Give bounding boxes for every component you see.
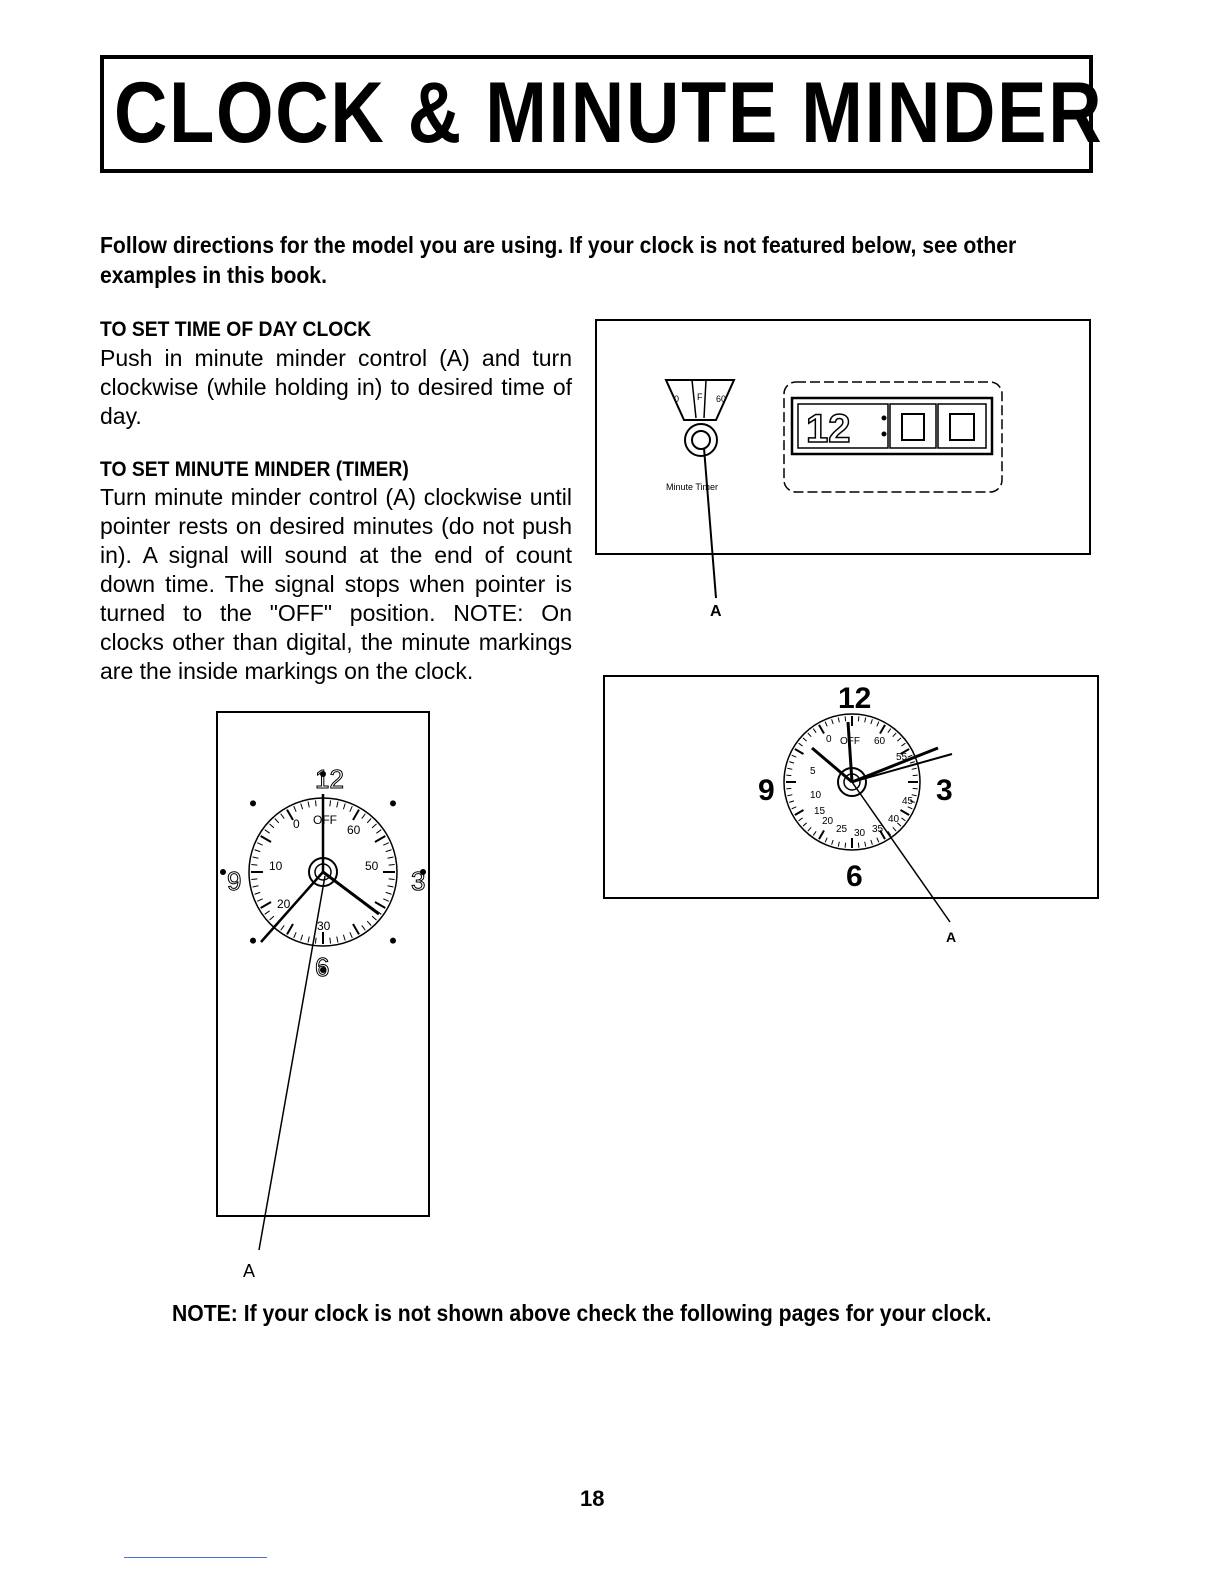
bold-clock-tick (858, 716, 859, 721)
clock-tick (389, 879, 395, 880)
bold-clock-tick (912, 768, 917, 769)
clock-tick (330, 800, 331, 806)
clock-tick (255, 892, 261, 894)
note-label: NOTE: (172, 1300, 238, 1326)
clock-tick (257, 899, 262, 901)
bold-clock-tick (832, 840, 834, 845)
bold-clock-tick (888, 729, 891, 733)
bold-hour-label-12: 12 (838, 682, 872, 715)
bold-clock-tick (808, 827, 811, 831)
clock-tick (343, 935, 345, 941)
clock-tick (315, 938, 316, 944)
callout-line (704, 448, 716, 598)
clock-tick (372, 916, 376, 920)
clock-tick (388, 857, 394, 858)
clock-tick (375, 836, 385, 842)
timer-dial-fan-icon (666, 380, 734, 420)
bold-clock-tick (838, 717, 839, 722)
bold-clock-tick (803, 823, 807, 826)
clock-tick (362, 925, 366, 930)
bold-clock-tick (901, 743, 905, 746)
bold-clock-tick (799, 743, 803, 746)
clock-tick (376, 830, 381, 834)
bold-minute-label-20: 20 (822, 816, 834, 827)
minute-label-off: OFF (313, 813, 337, 827)
minute-label-20: 20 (277, 897, 291, 911)
bold-clock-tick (900, 810, 909, 815)
bold-clock-tick (787, 795, 792, 796)
clock-tick (337, 937, 338, 943)
bold-clock-tick (825, 722, 827, 727)
bold-hour-label-9: 9 (758, 774, 775, 807)
knob-label: Minute Timer (666, 482, 719, 492)
bold-minute-label-off: OFF (840, 736, 860, 747)
clock-tick (350, 806, 352, 811)
hour-label-9: 9 (227, 866, 242, 896)
bold-clock-hand-minute (852, 748, 938, 782)
bold-clock-tick (845, 716, 846, 721)
clock-tick (353, 810, 359, 820)
bold-minute-label-5: 5 (810, 766, 816, 777)
clock-tick (388, 886, 394, 887)
clock-tick (294, 932, 296, 937)
bold-clock-tick (893, 733, 896, 737)
bold-clock-tick (832, 719, 834, 724)
clock-tick (315, 800, 316, 806)
bold-clock-tick (893, 827, 896, 831)
bold-clock-hand-timer (812, 748, 852, 782)
hour-label-12: 12 (315, 764, 344, 794)
hour-label-6: 6 (315, 952, 330, 982)
note-text: If your clock is not shown above check the following pages for your clock. (243, 1300, 992, 1326)
section-heading-time-of-day: TO SET TIME OF DAY CLOCK (100, 318, 372, 341)
clock-tick (281, 814, 285, 819)
display-minute-digit-1 (902, 414, 924, 440)
clock-dot (220, 869, 226, 875)
bold-clock-tick (877, 722, 879, 727)
minute-label-30: 30 (317, 919, 331, 933)
bold-clock-tick (792, 755, 797, 757)
bold-analog-clock-figure (602, 674, 1102, 946)
clock-tick (367, 818, 371, 822)
clock-hand-minute (261, 872, 323, 942)
clock-tick (350, 932, 352, 937)
page-title: CLOCK & MINUTE MINDER (114, 65, 1104, 161)
analog-clock-figure (215, 710, 435, 1285)
clock-tick (362, 814, 366, 819)
bold-minute-label-35: 35 (872, 824, 884, 835)
clock-tick (265, 911, 270, 915)
bold-clock-tick (910, 762, 915, 764)
bold-clock-tick (789, 762, 794, 764)
clock-tick (253, 886, 259, 887)
bold-clock-tick (789, 801, 794, 803)
dial-mark-0: 0 (674, 394, 680, 404)
bold-hour-label-6: 6 (846, 860, 863, 893)
bold-clock-tick (838, 842, 839, 847)
clock-face (220, 771, 426, 1250)
bold-minute-label-55: 55 (896, 752, 908, 763)
bold-minute-label-30: 30 (854, 828, 866, 839)
bold-clock-tick (865, 842, 866, 847)
minute-label-10: 10 (269, 859, 283, 873)
clock-tick (269, 916, 273, 920)
bold-clock-tick (897, 738, 901, 741)
bold-minute-label-40: 40 (888, 814, 900, 825)
clock-tick (308, 937, 309, 943)
bold-clock-tick (786, 788, 791, 789)
minute-label-0: 0 (293, 817, 300, 831)
dial-mark-f: F (697, 392, 703, 402)
section-heading-minute-minder: TO SET MINUTE MINDER (TIMER) (100, 458, 409, 481)
bold-clock-tick (880, 725, 885, 734)
clock-tick (261, 902, 271, 908)
page-number: 18 (580, 1486, 605, 1511)
bold-minute-label-25: 25 (836, 824, 848, 835)
bold-clock-tick (792, 807, 797, 809)
bold-clock-tick (913, 788, 918, 789)
clock-tick (261, 836, 271, 842)
bold-minute-label-45: 45 (902, 796, 914, 807)
minute-label-60: 60 (347, 823, 361, 837)
clock-tick (330, 938, 331, 944)
clock-tick (353, 924, 359, 934)
clock-tick (383, 843, 388, 845)
clock-tick (301, 935, 303, 941)
clock-tick (375, 902, 385, 908)
dial-mark-60: 60 (716, 394, 727, 404)
clock-tick (294, 806, 296, 811)
clock-tick (308, 802, 309, 808)
clock-dot (390, 800, 396, 806)
bold-clock-tick (786, 775, 791, 776)
minute-timer-knob[interactable] (685, 424, 717, 456)
clock-tick (269, 824, 273, 828)
clock-tick (343, 804, 345, 810)
footer-note (172, 1300, 992, 1327)
clock-tick (255, 850, 261, 852)
clock-hand-hour (323, 872, 379, 914)
callout-a-digital: A (710, 603, 722, 620)
clock-tick (257, 843, 262, 845)
clock-tick (301, 804, 303, 810)
clock-tick (265, 830, 270, 834)
clock-tick (275, 818, 279, 822)
minute-label-50: 50 (365, 859, 379, 873)
bold-clock-tick (787, 768, 792, 769)
bold-clock-tick (795, 749, 804, 754)
digital-display (784, 382, 1002, 492)
bold-clock-tick (858, 843, 859, 848)
bold-clock-tick (901, 818, 905, 821)
bold-clock-tick (819, 725, 824, 734)
bold-minute-label-60: 60 (874, 736, 886, 747)
bold-clock-tick (913, 775, 918, 776)
clock-tick (253, 857, 259, 858)
bold-clock-tick (877, 838, 879, 843)
clock-dot (250, 800, 256, 806)
display-minute-digit-2 (950, 414, 974, 440)
bold-clock-tick (845, 843, 846, 848)
bold-clock-tick (871, 840, 873, 845)
bold-clock-face (784, 714, 952, 922)
callout-a-bold: A (946, 929, 957, 945)
bold-minute-label-15: 15 (814, 806, 826, 817)
callout-a-analog: A (243, 1261, 256, 1281)
bold-hour-label-3: 3 (936, 774, 953, 807)
bold-clock-tick (813, 729, 816, 733)
bold-clock-tick (871, 719, 873, 724)
bold-clock-tick (819, 830, 824, 839)
clock-tick (287, 924, 293, 934)
clock-dot (390, 938, 396, 944)
clock-tick (372, 824, 376, 828)
bold-minute-label-0: 0 (826, 734, 832, 745)
clock-tick (386, 850, 392, 852)
bold-clock-tick (808, 733, 811, 737)
clock-tick (337, 802, 338, 808)
clock-tick (389, 864, 395, 865)
bold-clock-tick (825, 838, 827, 843)
display-hours: 12 (806, 407, 851, 451)
section-body-minute-minder: Turn minute minder control (A) clockwise until pointer rests on desired minutes (do not push in). A signal will sound at the end of count down time. The signal stops when pointer is turned to the "OFF" position. NOTE: On clocks other than digital, the minute markings are the inside markings on the clock. (100, 484, 572, 684)
clock-tick (383, 899, 388, 901)
hour-label-3: 3 (411, 866, 426, 896)
digital-clock-figure (594, 318, 1094, 628)
bold-clock-tick (803, 738, 807, 741)
bold-clock-tick (795, 810, 804, 815)
title-box (100, 55, 1104, 173)
clock-tick (367, 921, 371, 925)
clock-dot (250, 938, 256, 944)
clock-tick (386, 892, 392, 894)
bold-clock-tick (813, 831, 816, 835)
clock-tick (281, 925, 285, 930)
bold-clock-tick (865, 717, 866, 722)
intro-text: Follow directions for the model you are using. If your clock is not featured below, see other examples in this book. (100, 232, 1017, 288)
clock-tick (251, 864, 257, 865)
section-body-time-of-day: Push in minute minder control (A) and turn clockwise (while holding in) to desired time of day. (100, 345, 572, 429)
bold-minute-label-10: 10 (810, 790, 822, 801)
clock-tick (251, 879, 257, 880)
bold-clock-tick (799, 818, 803, 821)
bold-clock-tick (908, 807, 913, 809)
footer-rule (124, 1557, 267, 1558)
